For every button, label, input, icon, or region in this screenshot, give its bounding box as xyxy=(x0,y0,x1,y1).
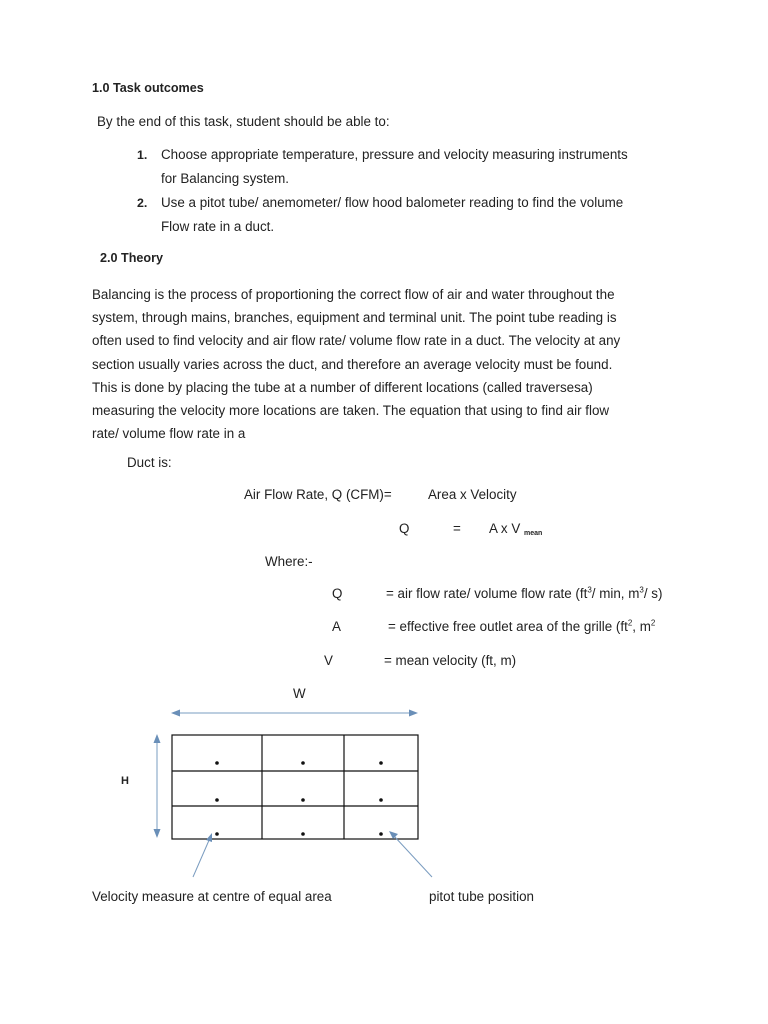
list-item-line: Use a pitot tube/ anemometer/ flow hood balometer reading to find the volume xyxy=(161,195,624,210)
caption-pitot-tube-position: pitot tube position xyxy=(429,889,534,904)
def-symbol-q: Q xyxy=(332,586,343,601)
point-dot xyxy=(379,798,383,802)
paragraph-line: rate/ volume flow rate in a xyxy=(92,426,246,442)
section-heading-theory: 2.0 Theory xyxy=(100,251,163,265)
list-item-line: Choose appropriate temperature, pressure and velocity measuring instruments xyxy=(161,147,628,162)
def-symbol-v: V xyxy=(324,653,333,668)
paragraph-line: system, through mains, branches, equipment and terminal unit. The point tube reading is xyxy=(92,310,617,326)
height-label: H xyxy=(121,775,129,787)
list-item-line: Flow rate in a duct. xyxy=(161,219,275,234)
def-text: , m xyxy=(632,619,651,634)
point-dot xyxy=(215,832,219,836)
section-heading-task-outcomes: 1.0 Task outcomes xyxy=(92,81,204,95)
duct-is-label: Duct is: xyxy=(127,455,172,470)
width-label: W xyxy=(293,686,306,701)
def-text-v: = mean velocity (ft, m) xyxy=(384,653,517,668)
paragraph-line: Balancing is the process of proportioning the correct flow of air and water throughout the xyxy=(92,287,615,302)
width-arrow-icon xyxy=(171,710,418,717)
where-label: Where:- xyxy=(265,554,313,569)
def-text: / s) xyxy=(643,586,663,601)
superscript: 3 xyxy=(639,585,644,595)
equation-lhs: Air Flow Rate, Q (CFM)= xyxy=(244,487,392,502)
callout-arrow-right-icon xyxy=(389,831,432,877)
point-dot xyxy=(215,798,219,802)
duct-grid xyxy=(172,735,418,839)
point-dot xyxy=(301,761,305,765)
point-dot xyxy=(301,832,305,836)
def-text: / min, m xyxy=(591,586,640,601)
point-dot xyxy=(301,798,305,802)
equation-q-symbol: Q xyxy=(399,521,410,536)
caption-velocity-measure: Velocity measure at centre of equal area xyxy=(92,889,332,904)
paragraph-line: measuring the velocity more locations are taken. The equation that using to find air flow xyxy=(92,403,610,419)
superscript: 2 xyxy=(627,618,633,628)
list-number: 1. xyxy=(137,148,148,162)
point-dot xyxy=(379,761,383,765)
equation-equals: = xyxy=(453,521,461,536)
task-intro: By the end of this task, student should be able to: xyxy=(97,114,390,129)
height-arrow-icon xyxy=(154,734,161,838)
def-text: = air flow rate/ volume flow rate (ft xyxy=(386,586,588,601)
list-number: 2. xyxy=(137,196,148,210)
point-dot xyxy=(379,832,383,836)
superscript: 3 xyxy=(587,585,592,595)
measurement-points xyxy=(215,761,383,836)
equation-rhs-text: A x V xyxy=(489,521,521,536)
def-symbol-a: A xyxy=(332,619,341,634)
paragraph-line: section usually varies across the duct, and therefore an average velocity must be found. xyxy=(92,356,613,372)
point-dot xyxy=(215,761,219,765)
list-item-line: for Balancing system. xyxy=(161,171,290,186)
equation-rhs: Area x Velocity xyxy=(428,487,517,502)
superscript: 2 xyxy=(650,618,656,628)
paragraph-line: This is done by placing the tube at a number of different locations (called traversesa) xyxy=(92,379,593,395)
def-text: = effective free outlet area of the grille (ft xyxy=(388,619,628,634)
subscript-mean: mean xyxy=(524,530,543,537)
paragraph-line: often used to find velocity and air flow rate/ volume flow rate in a duct. The velocity at any xyxy=(92,333,621,349)
